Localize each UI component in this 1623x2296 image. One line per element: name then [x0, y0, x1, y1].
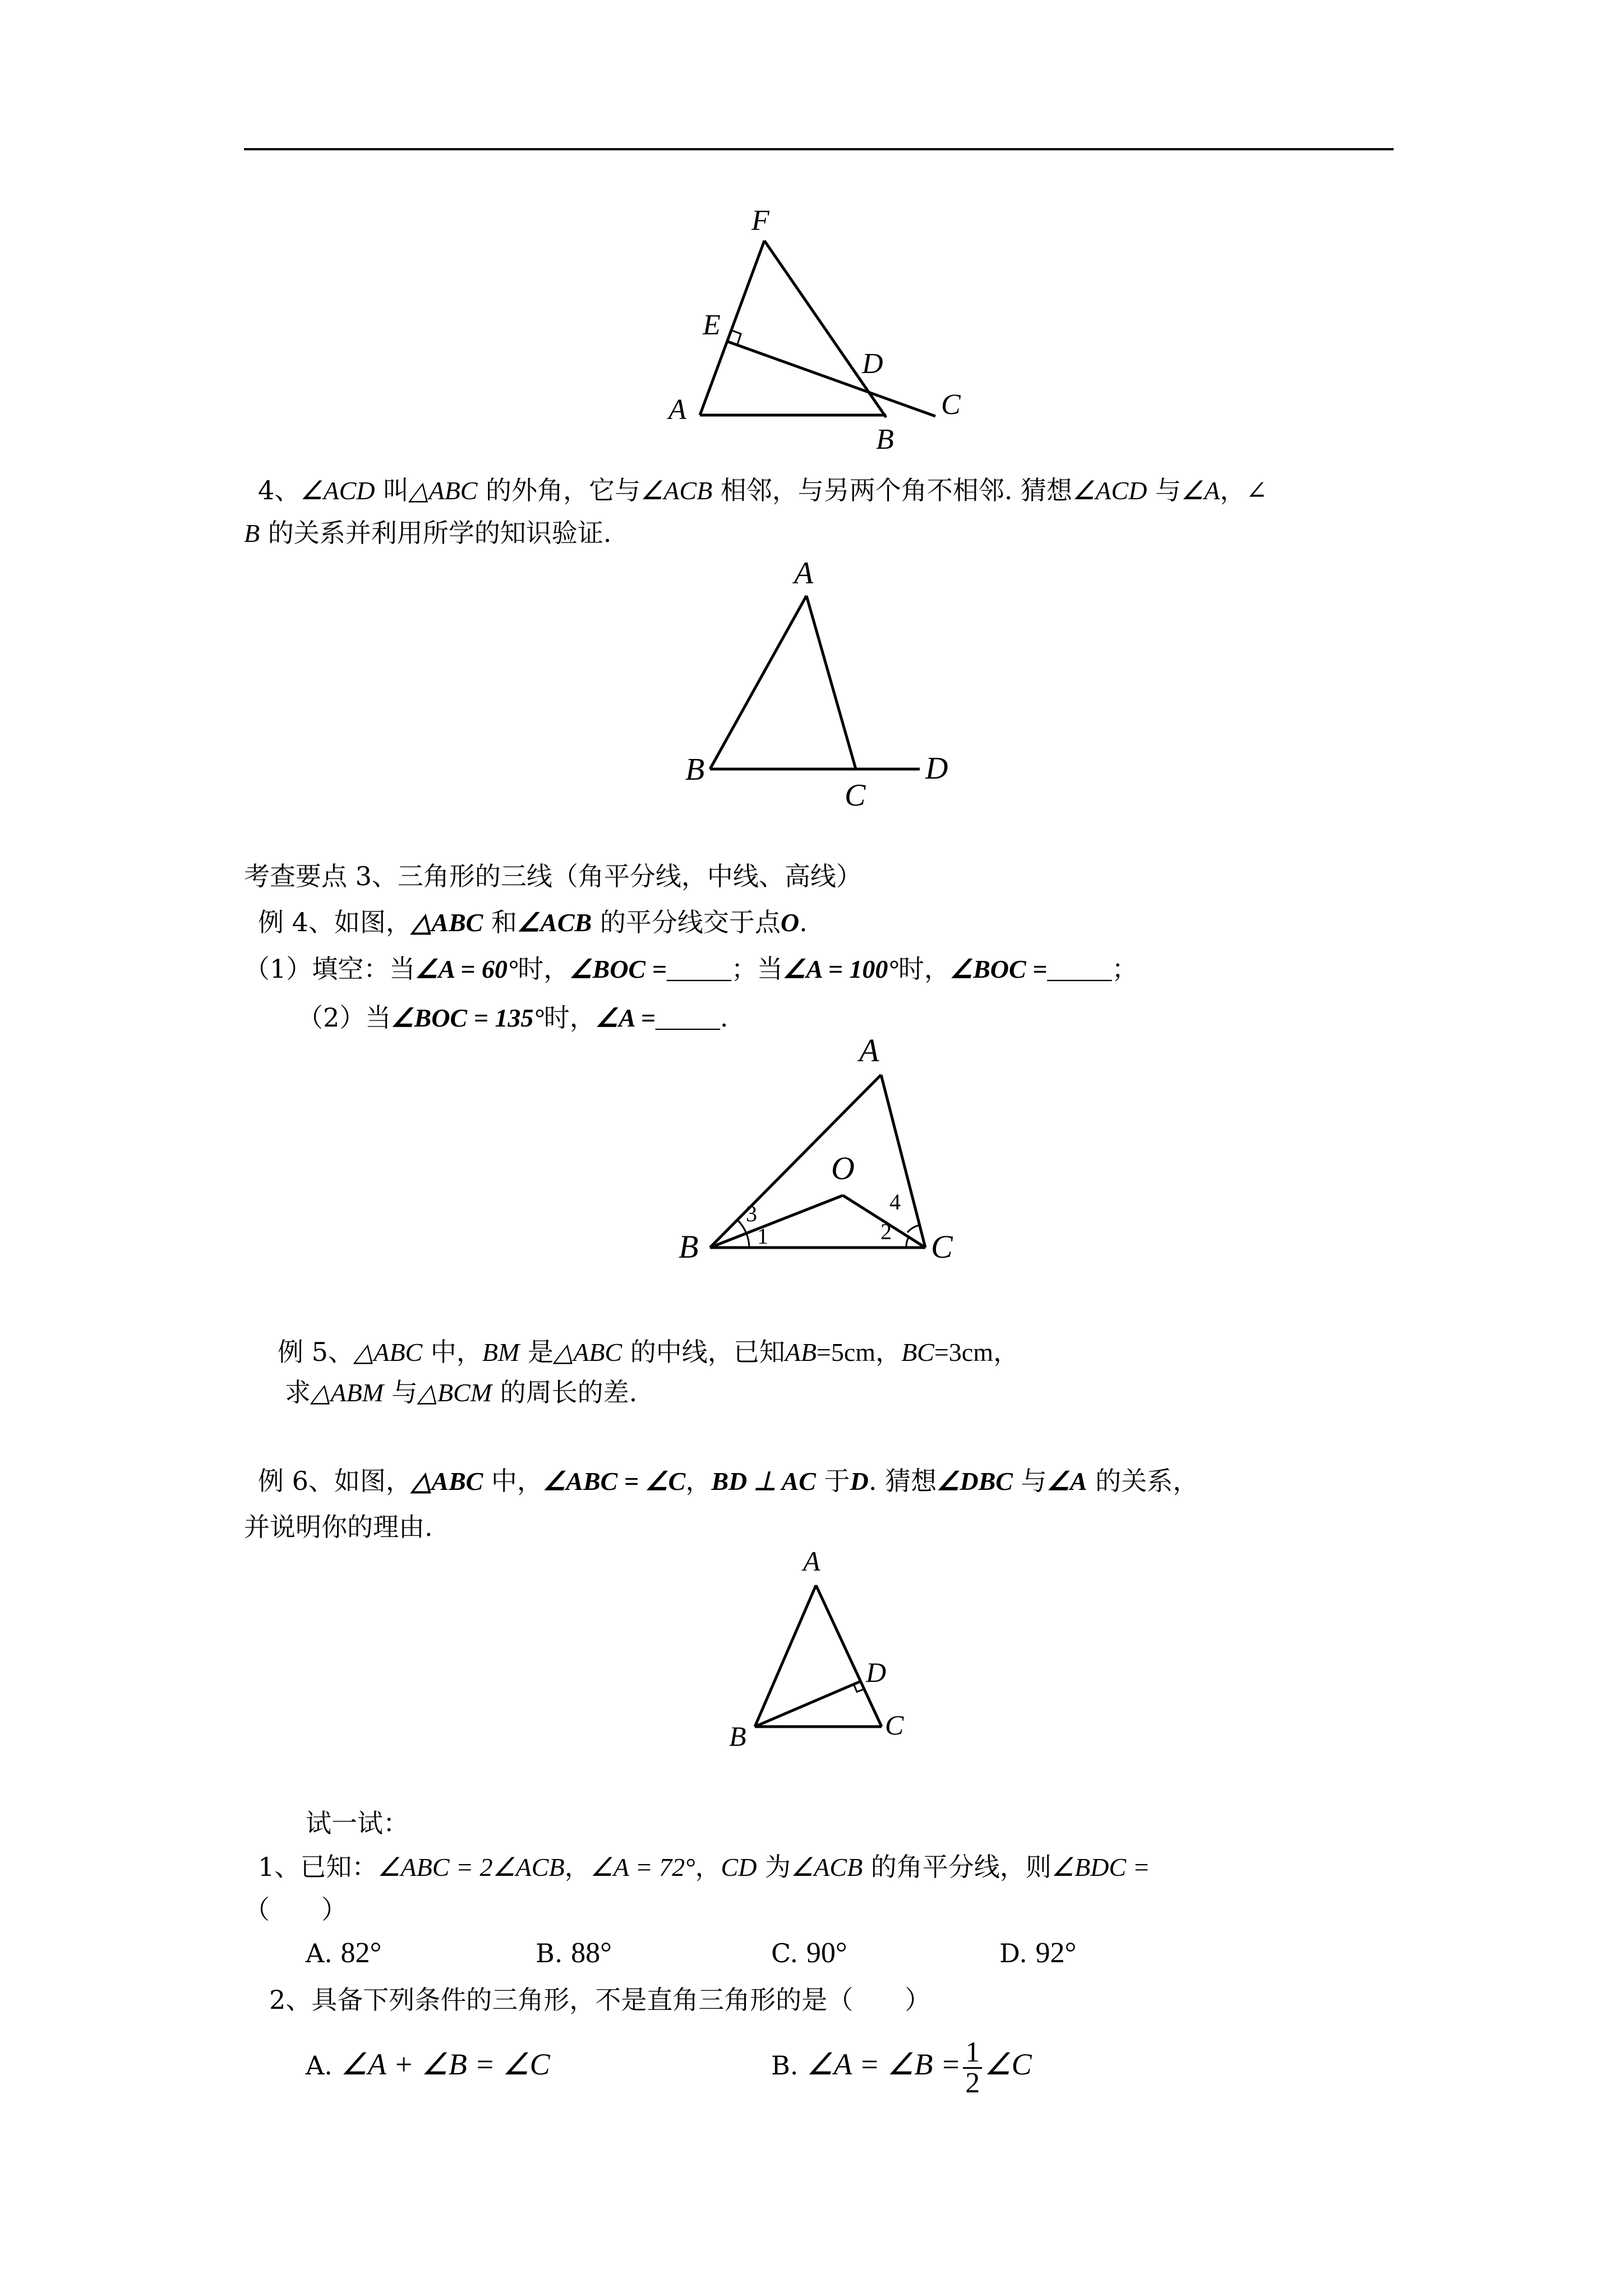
triangle-abc: △ABC: [553, 1338, 623, 1366]
ex4-text: 和: [483, 907, 517, 937]
angle-boc: ∠BOC =: [949, 955, 1048, 983]
ex4-text: ；当: [731, 954, 783, 984]
ex4-part-1: [244, 951, 1137, 987]
condition-angle-a-100: ∠A = 100°: [782, 955, 898, 983]
ex5-text: 的中线，已知: [622, 1337, 785, 1367]
option-letter: D.: [999, 1938, 1027, 1968]
fraction-numerator: 1: [963, 2038, 982, 2069]
angle-acd: ∠ACD: [1072, 476, 1147, 505]
ex4-text: 时，: [518, 954, 570, 984]
ex5-text: 与: [383, 1377, 418, 1407]
q4-line-2: [244, 515, 611, 551]
ex5-text: 求: [285, 1377, 311, 1407]
segment-bm: BM: [482, 1338, 520, 1366]
ex6-text: 与: [1012, 1466, 1047, 1496]
figure-triangle-fedc: [645, 196, 993, 466]
angle-boc: ∠BOC =: [569, 955, 667, 983]
option-value: 90°: [806, 1937, 847, 1969]
angle-dbc: ∠DBC: [937, 1467, 1013, 1496]
ex4-text: ；: [1112, 954, 1138, 984]
ex5-text: 是: [519, 1337, 554, 1367]
ex4-text: 例 4、如图，: [258, 907, 412, 937]
label-c: C: [845, 778, 866, 813]
label-c: C: [931, 1228, 953, 1265]
label-b: B: [679, 1228, 699, 1265]
option-value: ∠A + ∠B = ∠C: [340, 2047, 550, 2081]
value-bc: =3cm，: [934, 1338, 1019, 1366]
option-letter: B.: [536, 1938, 563, 1968]
label-a: A: [668, 394, 686, 426]
triangle-bcm: △BCM: [417, 1378, 492, 1407]
segment-ac: [816, 1585, 882, 1727]
option-letter: C.: [771, 1938, 799, 1968]
label-d: D: [866, 1657, 887, 1688]
ex5-line-1: [278, 1334, 1019, 1370]
label-a: A: [859, 1032, 879, 1069]
ex6-text: ，: [685, 1466, 712, 1496]
q4-text: 与: [1147, 475, 1181, 505]
option-value: 88°: [571, 1937, 612, 1969]
tryit-q2: 2、具备下列条件的三角形，不是直角三角形的是（ ）: [269, 1985, 931, 2015]
label-c: C: [941, 389, 961, 421]
angle-acb: ∠ACB: [517, 908, 592, 937]
option-value: 92°: [1035, 1937, 1077, 1969]
label-a: A: [794, 556, 814, 591]
figure-altitude-bd: [707, 1537, 942, 1761]
angle-b: B: [244, 519, 260, 547]
ex4-text: （2）当: [297, 1002, 391, 1033]
q4-number: 4、: [258, 475, 301, 505]
fraction-denominator: 2: [965, 2067, 980, 2099]
fraction-one-half: [963, 2038, 982, 2098]
point-o: O: [780, 908, 800, 937]
answer-blank: _____: [655, 1004, 720, 1032]
section-3-title: 考查要点 3、三角形的三线（角平分线，中线、高线）: [244, 861, 862, 891]
condition-angle-boc-135: ∠BOC = 135°: [391, 1004, 544, 1032]
value-ab: =5cm，: [816, 1338, 902, 1366]
tryit-q1-answer-paren: （ ）: [244, 1894, 347, 1925]
label-b: B: [876, 424, 894, 455]
label-d: D: [862, 348, 883, 380]
label-b: B: [729, 1720, 746, 1752]
triangle-abm: △ABM: [311, 1378, 384, 1407]
label-d: D: [925, 751, 948, 786]
q4-text: 的外角，它与: [477, 475, 641, 505]
triangle-abc: △ABC: [411, 908, 483, 937]
label-f: F: [751, 205, 769, 237]
angle-a: ∠A: [1046, 1467, 1087, 1496]
ex6-text: 的关系，: [1087, 1466, 1199, 1496]
triangle-abc: △ABC: [409, 476, 478, 505]
option-value: 82°: [340, 1937, 382, 1969]
figure-exterior-angle: [673, 550, 965, 813]
figure-angle-bisectors: [662, 1032, 987, 1273]
q4-text: 叫: [375, 475, 409, 505]
ex4-text: .: [720, 1002, 728, 1033]
condition-abc-2acb: ∠ABC = 2∠ACB: [377, 1853, 565, 1881]
ex4-text: 时，: [898, 954, 950, 984]
label-e: E: [703, 309, 721, 341]
tryit-q1: [258, 1849, 1150, 1885]
angle-acb: ∠ACB: [791, 1853, 863, 1881]
ex4-text: 时，: [543, 1002, 596, 1033]
ex4-text: （1）填空：当: [244, 954, 416, 984]
label-o: O: [831, 1150, 855, 1186]
ex4-part-2: [297, 1000, 728, 1036]
q1-option-c: [771, 1935, 847, 1971]
segment-ba: [710, 1075, 881, 1248]
q1-text: 的角平分线，则: [863, 1852, 1052, 1882]
header-rule: [244, 148, 1394, 150]
condition-bd-perp-ac: BD ⊥ AC: [711, 1467, 816, 1496]
ex6-line-2: 并说明你的理由.: [244, 1512, 433, 1542]
ex5-text: 例 5、: [278, 1337, 354, 1367]
tryit-title: 试一试：: [306, 1808, 409, 1838]
ex4-text: 的平分线交于点: [592, 907, 781, 937]
q1-option-d: [999, 1935, 1076, 1971]
angle-arc-c: [906, 1237, 909, 1248]
q4-text: 的关系并利用所学的知识验证.: [260, 518, 612, 548]
ex6-line-1: [258, 1463, 1198, 1499]
segment-bc: BC: [901, 1338, 934, 1366]
segment-cd: CD: [721, 1853, 757, 1881]
segment-ab: [710, 596, 806, 769]
segment-ac: [806, 596, 856, 769]
triangle-abc: △ABC: [353, 1338, 423, 1366]
ex4-intro: [258, 904, 808, 941]
q4-text: ，∠: [1220, 475, 1267, 505]
q1-option-b: [536, 1935, 612, 1971]
segment-ab: AB: [785, 1338, 817, 1366]
ex6-text: 例 6、如图，: [258, 1466, 412, 1496]
option-value: ∠A = ∠B =: [806, 2047, 961, 2081]
ex5-text: 中，: [422, 1337, 482, 1367]
q4-line-1: [258, 472, 1267, 509]
condition-abc-equals-c: ∠ABC = ∠C: [542, 1467, 686, 1496]
triangle-abc: △ABC: [411, 1467, 483, 1496]
angle-arc-c-outer: [907, 1225, 920, 1232]
answer-blank: _____: [666, 955, 731, 983]
ex6-text: . 猜想: [868, 1466, 937, 1496]
ex5-line-2: [285, 1374, 637, 1411]
label-b: B: [685, 752, 705, 787]
angle-label-4: 4: [889, 1189, 901, 1214]
condition-angle-a-60: ∠A = 60°: [415, 955, 518, 983]
q1-text: ，: [695, 1852, 721, 1882]
angle-label-2: 2: [880, 1219, 892, 1244]
q1-text: 为: [757, 1852, 791, 1882]
q2-option-b: [771, 2025, 1032, 2105]
label-c: C: [885, 1709, 904, 1741]
angle-acd: ∠ACD: [300, 476, 375, 505]
q2-option-a: [306, 2042, 550, 2088]
q1-option-a: [306, 1935, 381, 1971]
segment-bo: [710, 1195, 843, 1248]
point-d: D: [850, 1467, 869, 1496]
segment-ec: [726, 341, 935, 416]
ex4-text: .: [799, 907, 808, 937]
answer-blank: _____: [1047, 955, 1112, 983]
ex5-text: 的周长的差.: [492, 1377, 638, 1407]
q1-text: 1、已知：: [258, 1852, 378, 1882]
angle-label-1: 1: [757, 1223, 768, 1249]
option-letter: A.: [306, 2050, 333, 2081]
option-letter: A.: [306, 1938, 333, 1968]
option-letter: B.: [771, 2050, 799, 2081]
angle-bdc: ∠BDC =: [1051, 1853, 1150, 1881]
angle-a: ∠A: [1181, 476, 1220, 505]
ex6-text: 于: [816, 1466, 850, 1496]
q1-text: ，: [564, 1852, 591, 1882]
angle-a: ∠A =: [595, 1004, 656, 1032]
q4-text: 相邻，与另两个角不相邻. 猜想: [712, 475, 1073, 505]
option-value: ∠C: [984, 2047, 1032, 2081]
ex6-text: 中，: [483, 1466, 543, 1496]
label-a: A: [803, 1545, 820, 1577]
angle-label-3: 3: [746, 1201, 757, 1226]
angle-acb: ∠ACB: [640, 476, 713, 505]
condition-angle-a-72: ∠A = 72°: [590, 1853, 695, 1881]
